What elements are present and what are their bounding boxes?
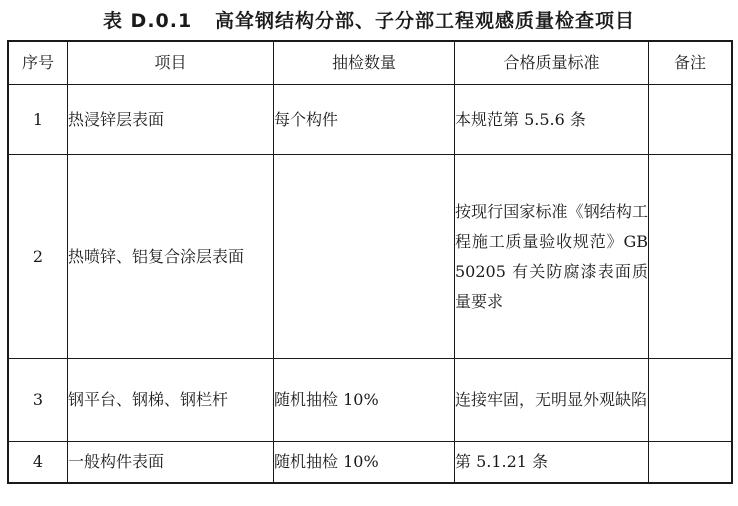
row-no: 2 xyxy=(8,155,68,359)
row-note xyxy=(649,442,733,484)
header-note: 备注 xyxy=(649,41,733,85)
row-quantity xyxy=(274,155,455,359)
row-quantity: 每个构件 xyxy=(274,85,455,155)
row-no: 3 xyxy=(8,359,68,442)
row-note xyxy=(649,85,733,155)
table-header-row xyxy=(8,41,732,85)
inspection-table xyxy=(7,40,733,484)
row-no: 1 xyxy=(8,85,68,155)
row-no: 4 xyxy=(8,442,68,484)
table-title: 表 D.0.1 高耸钢结构分部、子分部工程观感质量检查项目 xyxy=(102,10,636,32)
row-quantity: 随机抽检 10% xyxy=(274,442,455,484)
row-standard: 本规范第 5.5.6 条 xyxy=(455,85,649,155)
row-standard: 按现行国家标准《钢结构工程施工质量验收规范》GB 50205 有关防腐漆表面质量要求 xyxy=(455,155,649,359)
table-row xyxy=(8,85,732,155)
table-row xyxy=(8,359,732,442)
row-item: 热喷锌、铝复合涂层表面 xyxy=(68,155,274,359)
row-note xyxy=(649,359,733,442)
row-standard: 第 5.1.21 条 xyxy=(455,442,649,484)
header-quantity: 抽检数量 xyxy=(274,41,455,85)
row-note xyxy=(649,155,733,359)
row-item: 热浸锌层表面 xyxy=(68,85,274,155)
header-standard: 合格质量标准 xyxy=(455,41,649,85)
table-row xyxy=(8,442,732,484)
row-item: 一般构件表面 xyxy=(68,442,274,484)
row-standard: 连接牢固，无明显外观缺陷 xyxy=(455,359,649,442)
row-quantity: 随机抽检 10% xyxy=(274,359,455,442)
header-no: 序号 xyxy=(8,41,68,85)
table-row xyxy=(8,155,732,359)
header-item: 项目 xyxy=(68,41,274,85)
row-item: 钢平台、钢梯、钢栏杆 xyxy=(68,359,274,442)
